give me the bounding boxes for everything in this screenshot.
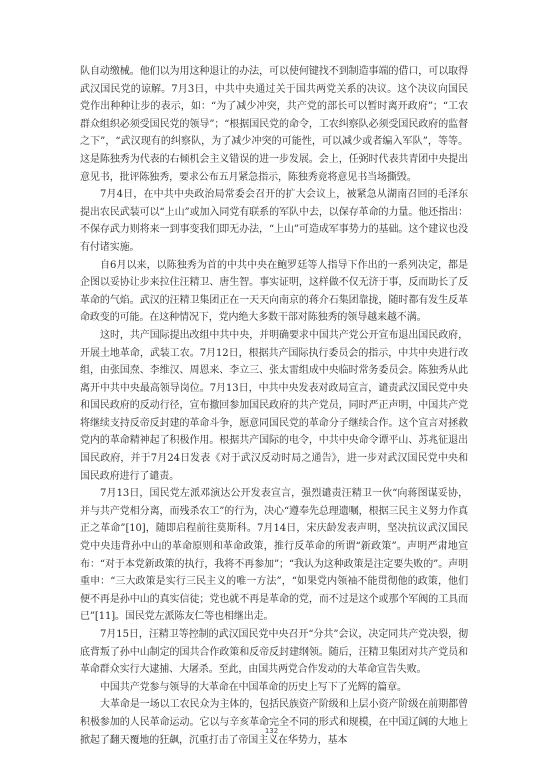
- document-body: [80, 63, 468, 749]
- paragraph-7: 中国共产党参与领导的大革命在中国革命的历史上写下了光辉的篇章。: [100, 681, 407, 693]
- paragraph-1: 队自动缴械。他们以为用这种退让的办法，可以使何键找不到制造事端的借口，可以取得武汉国民党的谅解。7月3日，中共中央通过关于国共两党关系的决议。这个决议向国民党作出种种让步的表示，如：“为了减少冲突，共产党的部长可以暂时离开政府”；“工农群众组织必须受国民党的领导”；“根据国民党的命令，工农纠察队必须受国民政府的监督之下”，“武汉现有的纠察队，为了减少冲突的可能性，可以减少或者编入军队”，等等。这是陈独秀为代表的右倾机会主义错误的进一步发展。会上，任弼时代表共青团中央提出意见书，批评陈独秀，要求公布五月紧急指示，陈独秀竟将意见书当场撕毁。: [80, 66, 468, 183]
- paragraph-3: 自6月以来，以陈独秀为首的中共中央在鲍罗廷等人指导下作出的一系列决定，都是企图以妥协让步来拉住汪精卫、唐生智。事实证明，这样做不仅无济于事，反而助长了反革命的气焰。武汉的汪精卫集团正在一天天向南京的蒋介石集团靠拢，随时都有发生反革命政变的可能。在这种情况下，党内绝大多数干部对陈独秀的领导越来越不满。: [80, 259, 468, 324]
- paragraph-4: 这时，共产国际提出改组中共中央，并明确要求中国共产党公开宣布退出国民政府，开展土地革命，武装工农。7月12日，根据共产国际执行委员会的指示，中共中央进行改组，由张国焘、李维汉、周恩来、李立三、张太雷组成中央临时常务委员会。陈独秀从此离开中共中央最高领导岗位。7月13日，中共中央发表对政局宣言，谴责武汉国民党中央和国民政府的反动行径，宣布撤回参加国民政府的共产党员，同时严正声明，中国共产党将继续支持反帝反封建的革命斗争，愿意同国民党的革命分子继续合作。这个宣言对拯救党内的革命精神起了积极作用。根据共产国际的电令，中共中央命令谭平山、苏兆征退出国民政府，并于7月24日发表《对于武汉反动时局之通告》，进一步对武汉国民党中央和国民政府进行了谴责。: [80, 329, 468, 482]
- paragraph-2: 7月4日，在中共中央政治局常委会召开的扩大会议上，被紧急从湖南召回的毛泽东提出农民武装可以“上山”或加入同党有联系的军队中去，以保存革命的力量。他还指出：不保存武力则将来一到事变我们即无办法，“上山”可造成军事势力的基础。这个建议也没有付诸实施。: [80, 189, 468, 253]
- paragraph-8: 大革命是一场以工农民众为主体的，包括民族资产阶级和上层小资产阶级在前期都曾积极参加的人民革命运动。它以与辛亥革命完全不同的形式和规模，在中国辽阔的大地上掀起了翻天覆地的狂飙，沉重打击了帝国主义在华势力，基本: [80, 699, 468, 746]
- paragraph-6: 7月15日，汪精卫等控制的武汉国民党中央召开“分共”会议，决定同共产党决裂，彻底背叛了孙中山制定的国共合作政策和反帝反封建纲领。随后，汪精卫集团对共产党员和革命群众实行大逮捕、大屠杀。至此，由国共两党合作发动的大革命宣告失败。: [80, 629, 468, 676]
- paragraph-5: 7月13日，国民党左派邓演达公开发表宣言，强烈谴责汪精卫一伙“向蒋图谋妥协，并与共产党相分离，而残杀农工”的行为，决心“遵奉先总理遗嘱，根据三民主义努力作真正之革命”[10]，随即启程前往莫斯科。7月14日，宋庆龄发表声明，坚决抗议武汉国民党中央违背孙中山的革命原则和革命政策，推行反革命的所谓“新政策”。声明严肃地宣布：“对于本党新政策的执行，我将不再参加”；“我认为这种政策是注定要失败的”。声明重申：“三大政策是实行三民主义的唯一方法”，“如果党内领袖不能贯彻他的政策，他们便不再是孙中山的真实信徒；党也就不再是革命的党，而不过是这个或那个军阀的工具而已”[11]。国民党左派陈友仁等也相继出走。: [80, 488, 468, 623]
- page-number: 132: [264, 727, 279, 735]
